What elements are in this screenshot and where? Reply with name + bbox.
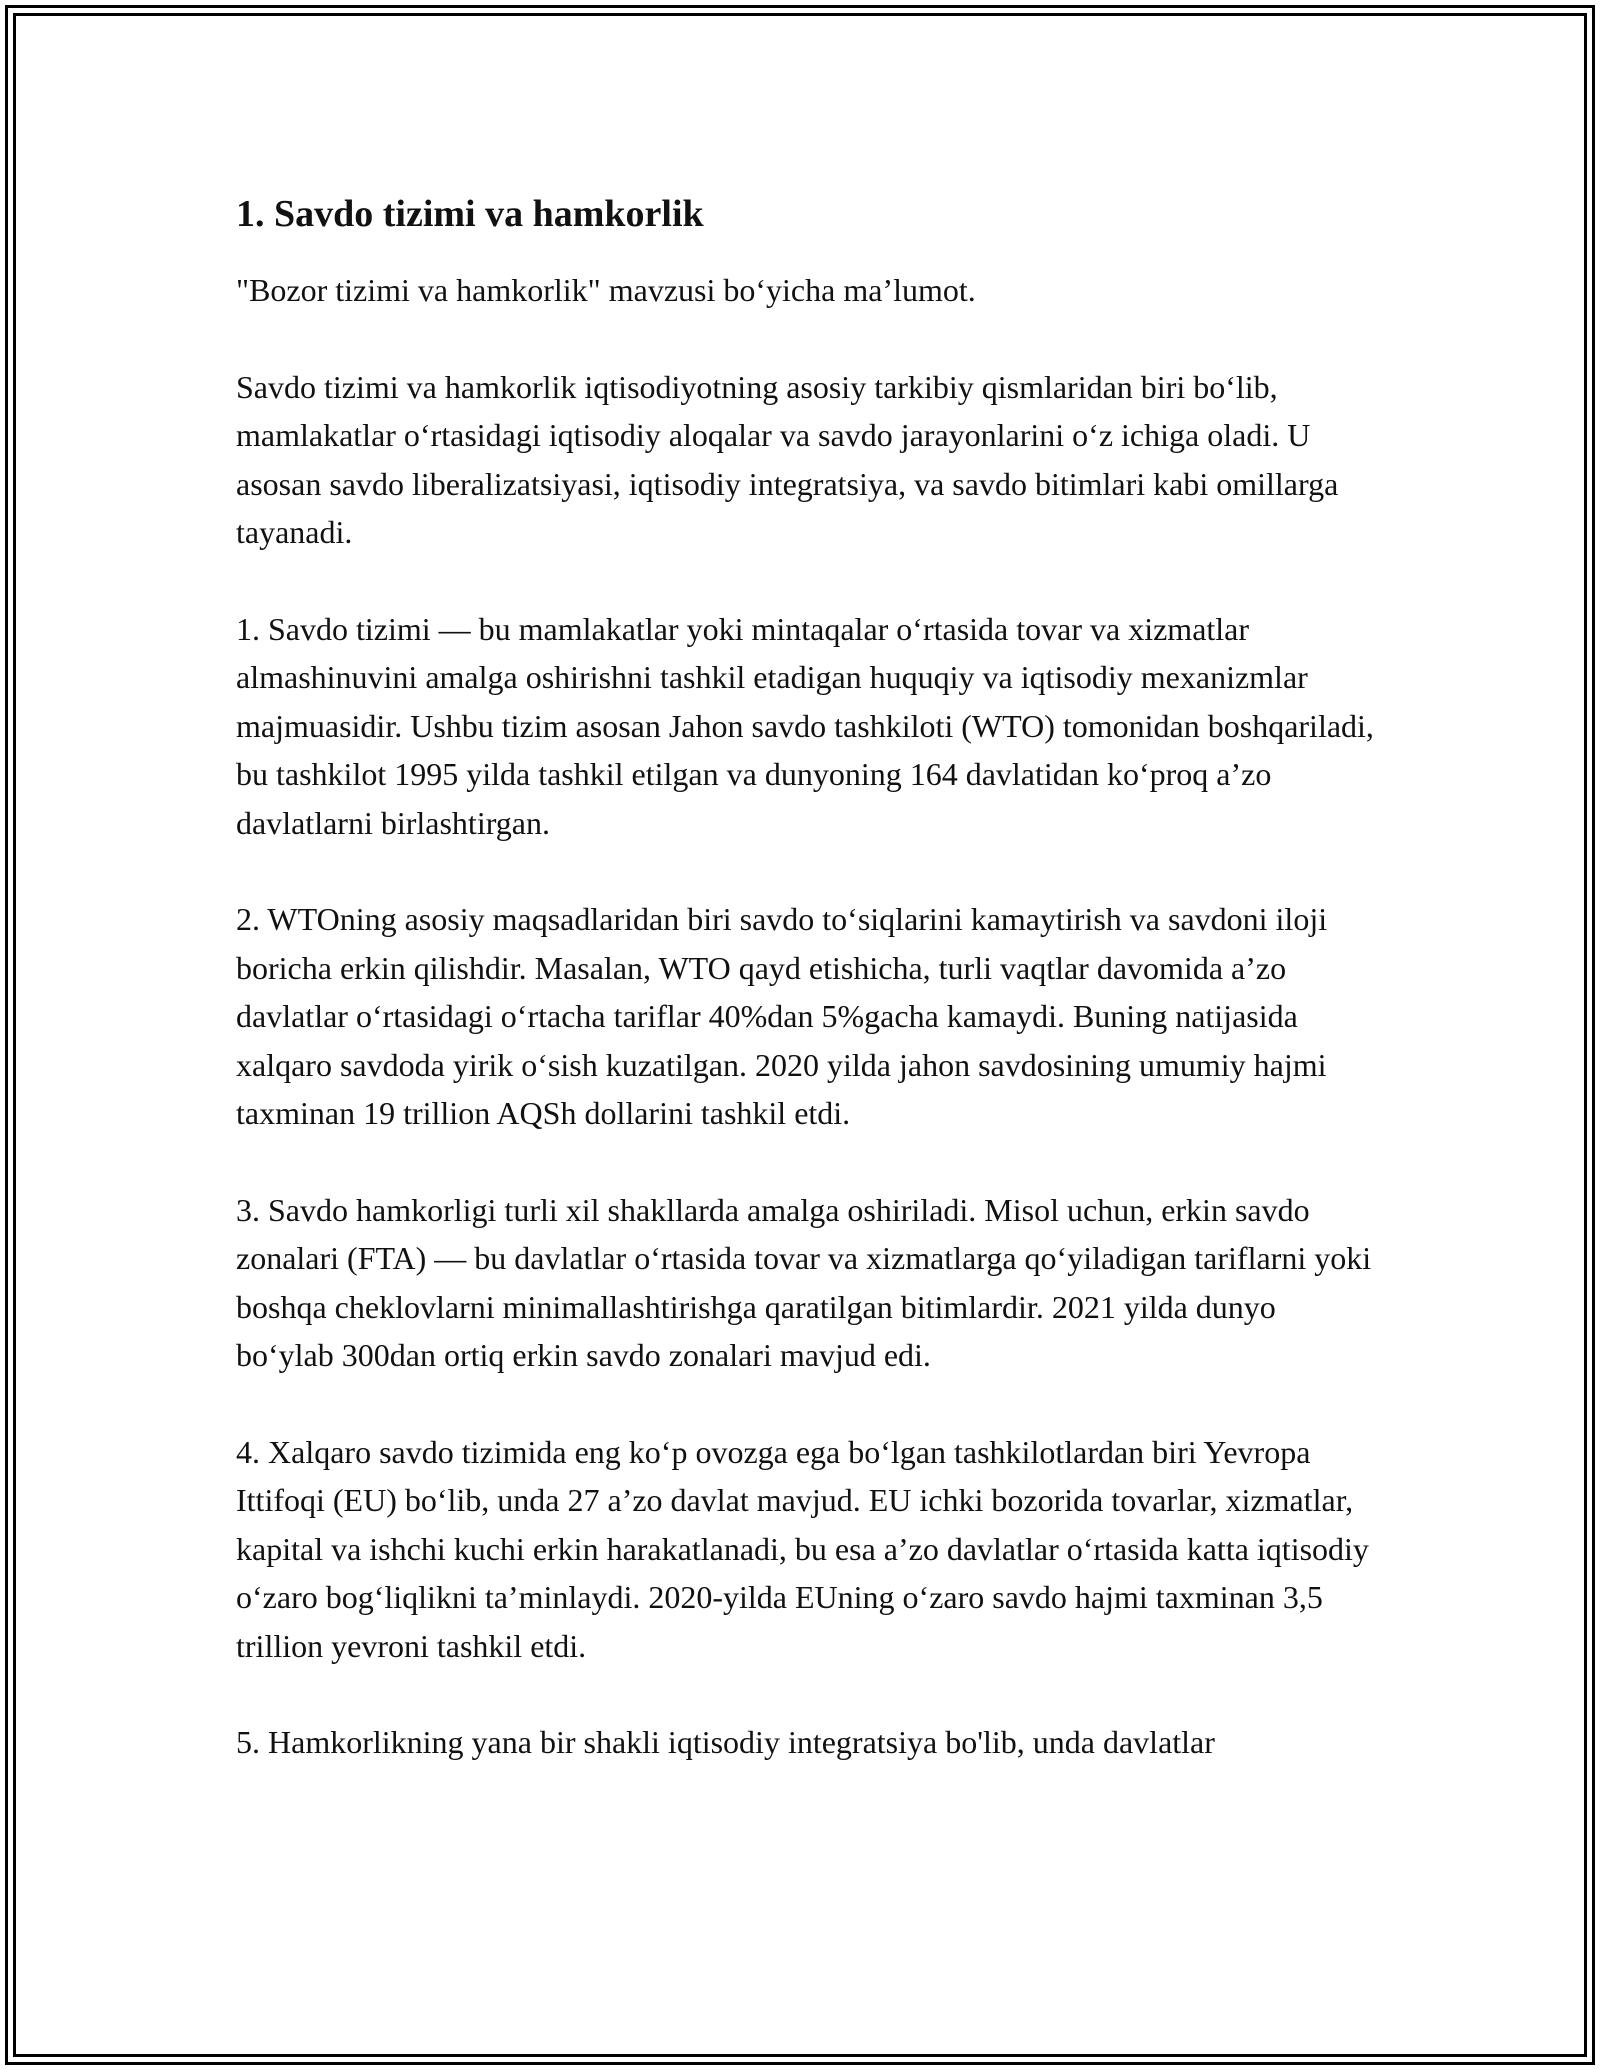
- document-body: [236, 184, 1376, 1815]
- paragraph-5: 5. Hamkorlikning yana bir shakli iqtisodiy integratsiya bo'lib, unda davlatlar: [236, 1724, 1215, 1760]
- paragraph-intro: Savdo tizimi va hamkorlik iqtisodiyotning asosiy tarkibiy qismlaridan biri bo‘lib, mamlakatlar o‘rtasidagi iqtisodiy aloqalar va savdo jarayonlarini o‘z ichiga oladi. U asosan savdo liberalizatsiyasi, iqtisodiy integratsiya, va savdo bitimlari kabi omillarga tayanadi.: [236, 368, 1339, 550]
- paragraph-4: 4. Xalqaro savdo tizimida eng ko‘p ovozga ega bo‘lgan tashkilotlardan biri Yevropa Ittifoqi (EU) bo‘lib, unda 27 a’zo davlat mavjud. EU ichki bozorida tovarlar, xizmatlar, kapital va ishchi kuchi erkin harakatlanadi, bu esa a’zo davlatlar o‘rtasida katta iqtisodiy o‘zaro bog‘liqlikni ta’minlaydi. 2020-yilda EUning o‘zaro savdo hajmi taxminan 3,5 trillion yevroni tashkil etdi.: [236, 1433, 1369, 1664]
- paragraph-1: 1. Savdo tizimi — bu mamlakatlar yoki mintaqalar o‘rtasida tovar va xizmatlar almashinuvini amalga oshirishni tashkil etadigan huquqiy va iqtisodiy mexanizmlar majmuasidir. Ushbu tizim asosan Jahon savdo tashkiloti (WTO) tomonidan boshqariladi, bu tashkilot 1995 yilda tashkil etilgan va dunyoning 164 davlatidan ko‘proq a’zo davlatlarni birlashtirgan.: [236, 610, 1374, 841]
- paragraph-2: 2. WTOning asosiy maqsadlaridan biri savdo to‘siqlarini kamaytirish va savdoni iloji boricha erkin qilishdir. Masalan, WTO qayd etishicha, turli vaqtlar davomida a’zo davlatlar o‘rtasidagi o‘rtacha tariflar 40%dan 5%gacha kamaydi. Buning natijasida xalqaro savdoda yirik o‘sish kuzatilgan. 2020 yilda jahon savdosining umumiy hajmi taxminan 19 trillion AQSh dollarini tashkil etdi.: [236, 901, 1328, 1131]
- document-subtitle: "Bozor tizimi va hamkorlik" mavzusi bo‘yicha ma’lumot.: [236, 272, 976, 308]
- document-title: 1. Savdo tizimi va hamkorlik: [236, 193, 704, 235]
- paragraph-3: 3. Savdo hamkorligi turli xil shakllarda amalga oshiriladi. Misol uchun, erkin savdo zonalari (FTA) — bu davlatlar o‘rtasida tovar va xizmatlarga qo‘yiladigan tariflarni yoki boshqa cheklovlarni minimallashtirishga qaratilgan bitimlardir. 2021 yilda dunyo bo‘ylab 300dan ortiq erkin savdo zonalari mavjud edi.: [236, 1191, 1372, 1373]
